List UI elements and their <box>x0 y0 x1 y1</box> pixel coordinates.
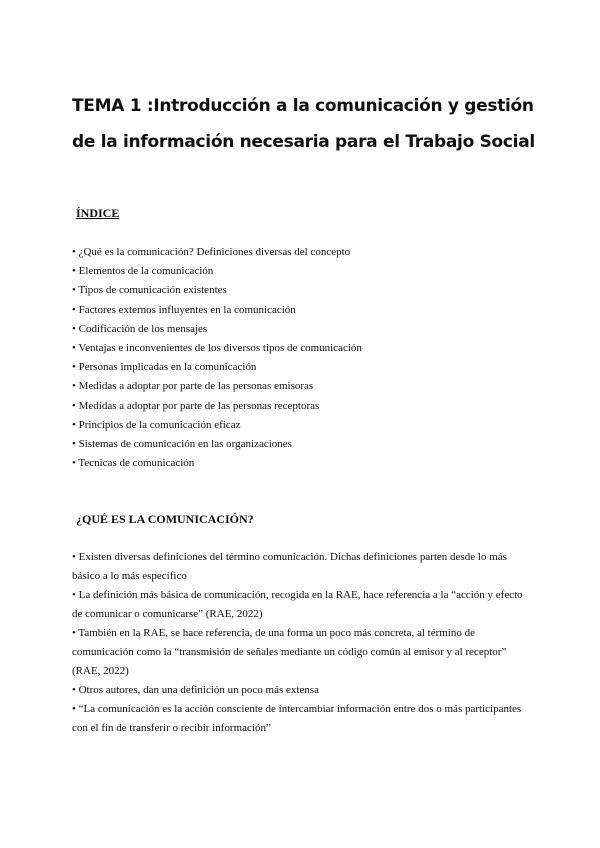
section-bullet: • Otros autores, dan una definición un poco más extensa <box>72 681 530 700</box>
index-item: • Medidas a adoptar por parte de las personas emisoras <box>72 377 552 396</box>
index-item: • ¿Qué es la comunicación? Definiciones diversas del concepto <box>72 243 552 262</box>
index-list <box>72 243 552 473</box>
page-title: TEMA 1 :Introducción a la comunicación y gestión de la información necesaria para el Trabajo Social <box>72 96 535 152</box>
index-item: • Codificación de los mensajes <box>72 320 552 339</box>
index-item: • Elementos de la comunicación <box>72 262 552 281</box>
index-item: • Ventajas e inconvenientes de los diversos tipos de comunicación <box>72 339 552 358</box>
index-item: • Personas implicadas en la comunicación <box>72 358 552 377</box>
index-item: • Factores externos influyentes en la comunicación <box>72 301 552 320</box>
section-bullet: • También en la RAE, se hace referencia, de una forma un poco más concreta, al término de comunicación como la “transmisión de señales mediante un código común al emisor y al receptor” (RAE, 2022) <box>72 624 530 681</box>
section-bullet-list <box>72 548 530 738</box>
index-item: • Tecnicas de comunicación <box>72 454 552 473</box>
index-item: • Medidas a adoptar por parte de las personas receptoras <box>72 397 552 416</box>
index-item: • Tipos de comunicación existentes <box>72 281 552 300</box>
section-bullet: • “La comunicación es la acción consciente de intercambiar información entre dos o más participantes con el fin de transferir o recibir información” <box>72 700 530 738</box>
section-heading: ¿QUÉ ES LA COMUNICACIÓN? <box>76 512 254 526</box>
section-bullet: • Existen diversas definiciones del término comunicación. Dichas definiciones parten desde lo más básico a lo más específico <box>72 548 530 586</box>
index-heading: ÍNDICE <box>76 206 120 220</box>
section-bullet: • La definición más básica de comunicación, recogida en la RAE, hace referencia a la “acción y efecto de comunicar o comunicarse” (RAE, 2022) <box>72 586 530 624</box>
index-item: • Principios de la comunicación eficaz <box>72 416 552 435</box>
index-item: • Sistemas de comunicación en las organizaciones <box>72 435 552 454</box>
